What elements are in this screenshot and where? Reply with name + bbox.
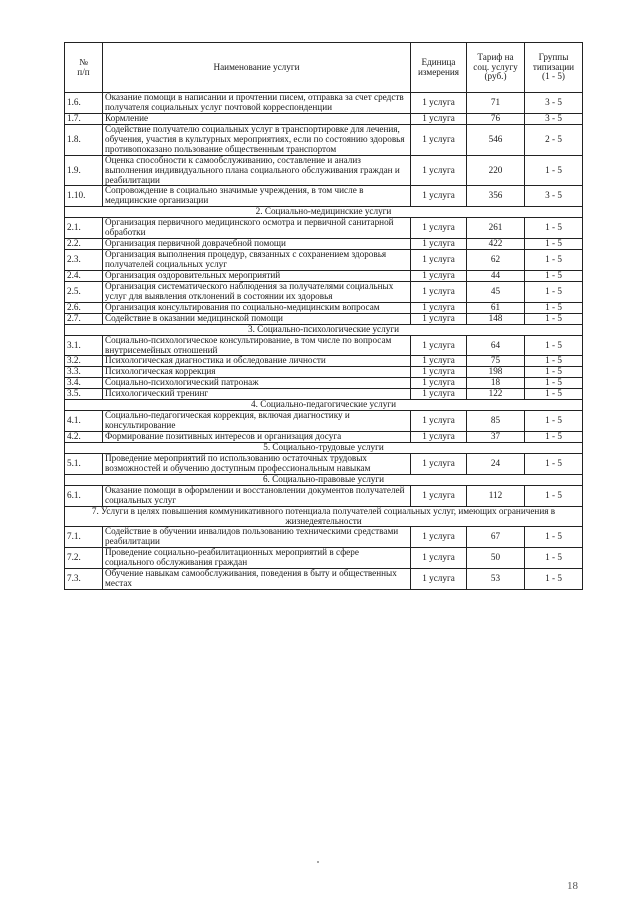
table-row [65,356,583,367]
service-name: Организация первичной доврачебной помощи [103,239,411,250]
section-title: 4. Социально-педагогические услуги [65,400,583,411]
service-unit: 1 услуга [411,485,467,506]
section-title: 3. Социально-психологические услуги [65,324,583,335]
service-number: 2.1. [65,218,103,239]
service-unit: 1 услуга [411,239,467,250]
service-name: Социально-педагогическая коррекция, включая диагностику и консультирование [103,411,411,432]
service-typing-group: 1 - 5 [525,485,583,506]
service-name: Оказание помощи в оформлении и восстановлении документов получателей социальных услуг [103,485,411,506]
service-typing-group: 1 - 5 [525,367,583,378]
header-unit: Единица измерения [411,43,467,93]
service-name: Обучение навыкам самообслуживания, поведения в быту и общественных местах [103,569,411,590]
service-name: Проведение мероприятий по использованию остаточных трудовых возможностей и обучению доступным профессиональным навыкам [103,453,411,474]
service-name: Оценка способности к самообслуживанию, составление и анализ выполнения индивидуального плана социального обслуживания граждан и реабилитации [103,155,411,186]
table-row [65,124,583,155]
section-row [65,442,583,453]
service-name: Кормление [103,113,411,124]
service-typing-group: 1 - 5 [525,281,583,302]
section-title: 7. Услуги в целях повышения коммуникативного потенциала получателей социальных услуг, имеющих ограничения в жизнедеятельности [65,506,583,527]
service-typing-group: 1 - 5 [525,250,583,271]
service-number: 1.7. [65,113,103,124]
service-name: Психологический тренинг [103,389,411,400]
header-service-name: Наименование услуги [103,43,411,93]
table-row [65,270,583,281]
header-typing-groups: Группы типизации (1 - 5) [525,43,583,93]
service-tariff: 64 [467,335,525,356]
service-typing-group: 1 - 5 [525,356,583,367]
table-row [65,432,583,443]
service-unit: 1 услуга [411,186,467,207]
service-number: 2.2. [65,239,103,250]
section-row [65,207,583,218]
service-typing-group: 1 - 5 [525,548,583,569]
service-tariff: 112 [467,485,525,506]
service-unit: 1 услуга [411,250,467,271]
service-number: 2.7. [65,313,103,324]
service-tariff: 220 [467,155,525,186]
service-name: Содействие в оказании медицинской помощи [103,313,411,324]
service-unit: 1 услуга [411,313,467,324]
section-row [65,324,583,335]
service-unit: 1 услуга [411,378,467,389]
service-tariff: 24 [467,453,525,474]
service-number: 1.6. [65,93,103,114]
table-row [65,113,583,124]
service-tariff: 37 [467,432,525,443]
service-name: Социально-психологический патронаж [103,378,411,389]
service-typing-group: 1 - 5 [525,218,583,239]
service-tariff: 148 [467,313,525,324]
service-unit: 1 услуга [411,548,467,569]
service-number: 2.4. [65,270,103,281]
service-number: 2.5. [65,281,103,302]
service-tariff: 45 [467,281,525,302]
table-row [65,335,583,356]
service-tariff: 198 [467,367,525,378]
table-row [65,527,583,548]
service-number: 5.1. [65,453,103,474]
service-number: 2.6. [65,302,103,313]
service-typing-group: 3 - 5 [525,113,583,124]
service-typing-group: 1 - 5 [525,527,583,548]
service-name: Содействие в обучении инвалидов пользованию техническими средствами реабилитации [103,527,411,548]
table-row [65,186,583,207]
service-unit: 1 услуга [411,453,467,474]
section-row [65,506,583,527]
table-row [65,485,583,506]
service-number: 1.8. [65,124,103,155]
service-name: Сопровождение в социально значимые учреждения, в том числе в медицинские организации [103,186,411,207]
service-typing-group: 1 - 5 [525,313,583,324]
service-tariff: 18 [467,378,525,389]
service-unit: 1 услуга [411,302,467,313]
service-name: Организация консультирования по социально-медицинским вопросам [103,302,411,313]
service-tariff: 75 [467,356,525,367]
service-unit: 1 услуга [411,335,467,356]
service-name: Формирование позитивных интересов и организация досуга [103,432,411,443]
table-row [65,313,583,324]
section-row [65,474,583,485]
table-row [65,367,583,378]
section-title: 5. Социально-трудовые услуги [65,442,583,453]
service-typing-group: 1 - 5 [525,155,583,186]
service-unit: 1 услуга [411,155,467,186]
service-number: 6.1. [65,485,103,506]
service-tariff: 546 [467,124,525,155]
service-tariff: 356 [467,186,525,207]
service-tariff: 50 [467,548,525,569]
service-unit: 1 услуга [411,93,467,114]
service-unit: 1 услуга [411,356,467,367]
service-typing-group: 1 - 5 [525,270,583,281]
service-tariff: 122 [467,389,525,400]
service-typing-group: 2 - 5 [525,124,583,155]
services-tariff-table [64,42,583,590]
service-name: Психологическая коррекция [103,367,411,378]
table-row [65,453,583,474]
service-tariff: 261 [467,218,525,239]
page-number: 18 [567,880,578,892]
service-tariff: 71 [467,93,525,114]
service-name: Психологическая диагностика и обследование личности [103,356,411,367]
service-typing-group: 1 - 5 [525,239,583,250]
service-number: 1.10. [65,186,103,207]
header-tariff: Тариф на соц. услугу (руб.) [467,43,525,93]
table-row [65,155,583,186]
service-name: Организация систематического наблюдения за получателями социальных услуг для выявления отклонений в состоянии их здоровья [103,281,411,302]
table-row [65,281,583,302]
section-title: 6. Социально-правовые услуги [65,474,583,485]
table-row [65,239,583,250]
service-number: 4.1. [65,411,103,432]
service-typing-group: 1 - 5 [525,569,583,590]
service-tariff: 67 [467,527,525,548]
service-name: Проведение социально-реабилитационных мероприятий в сфере социального обслуживания граждан [103,548,411,569]
table-row [65,411,583,432]
table-row [65,218,583,239]
service-number: 7.3. [65,569,103,590]
service-unit: 1 услуга [411,218,467,239]
service-tariff: 422 [467,239,525,250]
table-row [65,250,583,271]
section-row [65,400,583,411]
table-row [65,569,583,590]
service-unit: 1 услуга [411,367,467,378]
service-unit: 1 услуга [411,113,467,124]
table-row [65,389,583,400]
service-name: Содействие получателю социальных услуг в транспортировке для лечения, обучения, участия в культурных мероприятиях, если по состоянию здоровья противопоказано пользование общественным транспортом [103,124,411,155]
service-unit: 1 услуга [411,270,467,281]
service-typing-group: 1 - 5 [525,378,583,389]
table-body [65,93,583,590]
service-tariff: 85 [467,411,525,432]
service-name: Организация оздоровительных мероприятий [103,270,411,281]
service-number: 4.2. [65,432,103,443]
service-typing-group: 1 - 5 [525,302,583,313]
service-tariff: 44 [467,270,525,281]
service-name: Организация выполнения процедур, связанных с сохранением здоровья получателей социальных услуг [103,250,411,271]
table-row [65,548,583,569]
table-row [65,93,583,114]
service-number: 3.1. [65,335,103,356]
service-unit: 1 услуга [411,569,467,590]
table-row [65,378,583,389]
service-unit: 1 услуга [411,527,467,548]
table-header [65,43,583,93]
service-unit: 1 услуга [411,281,467,302]
service-typing-group: 3 - 5 [525,186,583,207]
service-unit: 1 услуга [411,389,467,400]
service-typing-group: 1 - 5 [525,335,583,356]
service-typing-group: 1 - 5 [525,432,583,443]
header-row [65,43,583,93]
scan-speck [317,861,319,863]
service-unit: 1 услуга [411,411,467,432]
service-number: 7.1. [65,527,103,548]
service-typing-group: 1 - 5 [525,389,583,400]
service-tariff: 62 [467,250,525,271]
section-title: 2. Социально-медицинские услуги [65,207,583,218]
header-number: № п/п [65,43,103,93]
table-row [65,302,583,313]
service-number: 1.9. [65,155,103,186]
service-name: Организация первичного медицинского осмотра и первичной санитарной обработки [103,218,411,239]
service-number: 3.3. [65,367,103,378]
service-tariff: 61 [467,302,525,313]
service-unit: 1 услуга [411,124,467,155]
service-typing-group: 1 - 5 [525,411,583,432]
service-number: 3.2. [65,356,103,367]
service-name: Оказание помощи в написании и прочтении писем, отправка за счет средств получателя социальных услуг почтовой корреспонденции [103,93,411,114]
service-number: 3.5. [65,389,103,400]
service-tariff: 53 [467,569,525,590]
service-typing-group: 1 - 5 [525,453,583,474]
service-typing-group: 3 - 5 [525,93,583,114]
service-number: 7.2. [65,548,103,569]
service-name: Социально-психологическое консультирование, в том числе по вопросам внутрисемейных отношений [103,335,411,356]
service-number: 2.3. [65,250,103,271]
service-number: 3.4. [65,378,103,389]
service-tariff: 76 [467,113,525,124]
service-unit: 1 услуга [411,432,467,443]
